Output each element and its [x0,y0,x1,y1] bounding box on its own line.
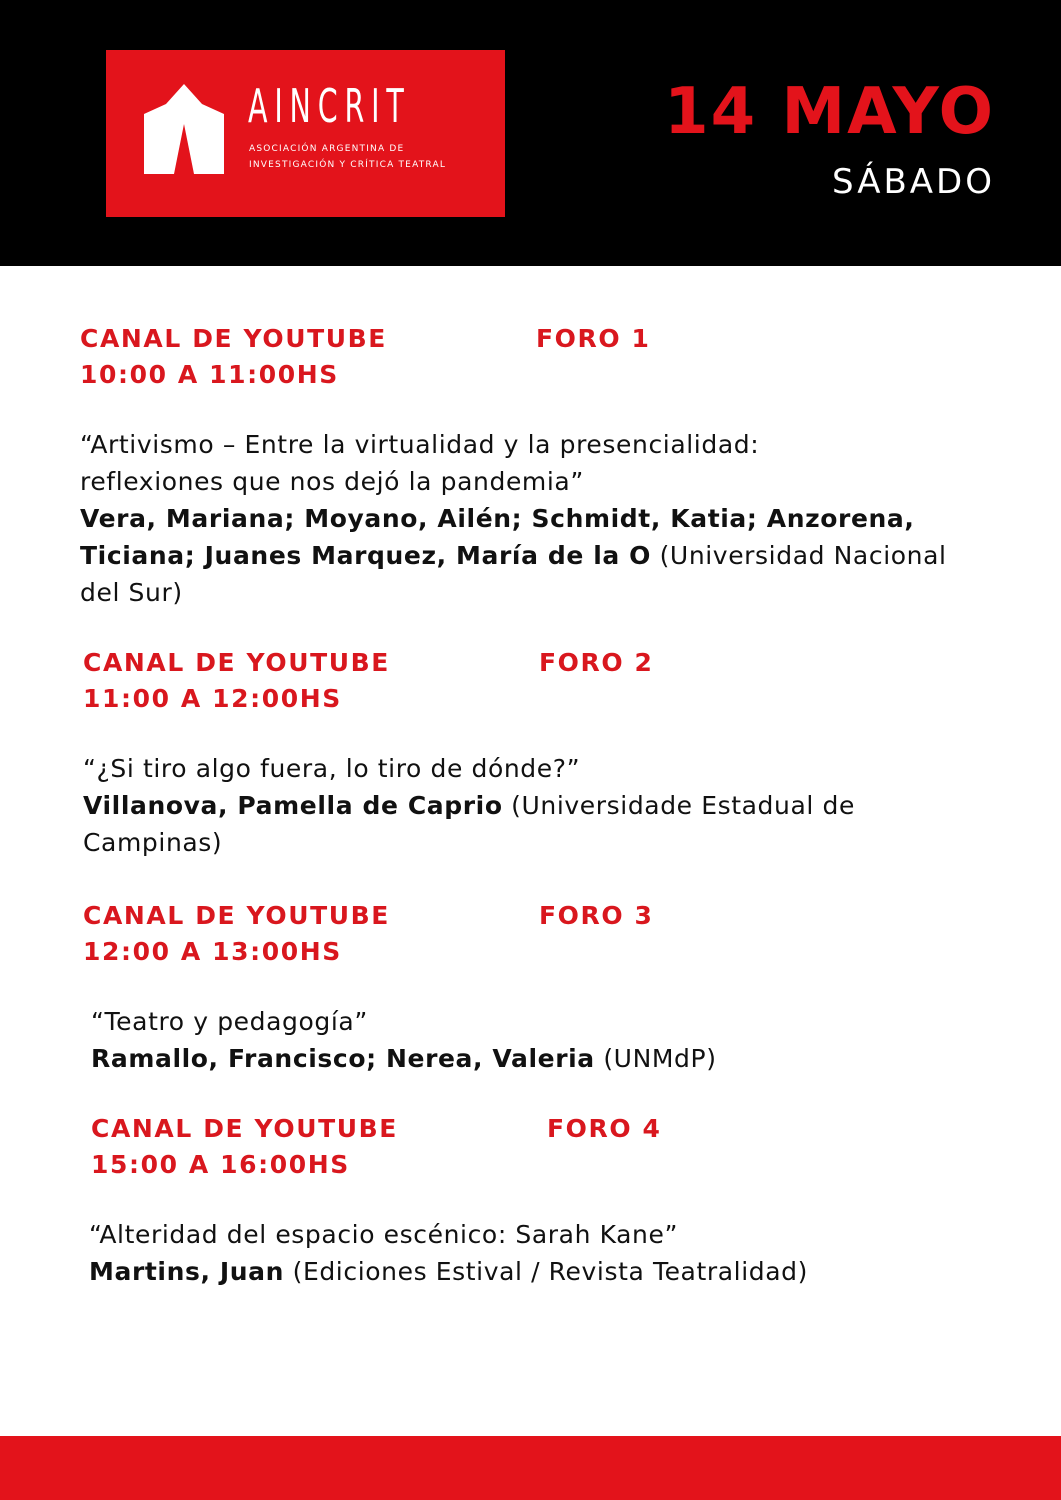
authors-affiliation: (UNMdP) [603,1044,717,1073]
logo-subtitle-line1: ASOCIACIÓN ARGENTINA DE [249,144,405,154]
session-foro-4 [91,1111,991,1290]
session-heading [91,1111,991,1147]
talk-authors [91,1040,983,1077]
session-heading [83,898,983,934]
event-weekday: SÁBADO [832,162,995,202]
event-date: 14 MAYO [664,75,995,149]
talk-title: “Alteridad del espacio escénico: Sarah Kane” [89,1220,679,1249]
authors-names: Ramallo, Francisco; Nerea, Valeria [91,1044,595,1073]
session-foro-1 [80,321,980,611]
session-time: 10:00 A 11:00HS [80,360,339,389]
forum-label: FORO 3 [539,901,654,930]
talk-authors [83,787,953,861]
session-time: 15:00 A 16:00HS [91,1150,350,1179]
session-time: 11:00 A 12:00HS [83,684,342,713]
authors-affiliation: (Universidade Estadual de Campinas) [83,791,855,857]
talk-title: “Teatro y pedagogía” [91,1007,368,1036]
session-heading [80,321,980,357]
session-foro-3 [83,898,983,1077]
footer-band [0,1436,1061,1500]
header-band [0,0,1061,266]
logo-subtitle-line2: INVESTIGACIÓN Y CRÍTICA TEATRAL [249,160,447,170]
session-heading [83,645,983,681]
session-time: 12:00 A 13:00HS [83,937,342,966]
authors-names: Vera, Mariana; Moyano, Ailén; Schmidt, Katia; Anzorena, Ticiana; Juanes Marquez, María de la O [80,504,915,570]
authors-names: Martins, Juan [89,1257,285,1286]
talk-title: “¿Si tiro algo fuera, lo tiro de dónde?” [83,754,581,783]
channel-label: CANAL DE YOUTUBE [80,324,387,353]
channel-label: CANAL DE YOUTUBE [83,648,390,677]
forum-label: FORO 4 [547,1114,662,1143]
authors-names: Villanova, Pamella de Caprio [83,791,503,820]
channel-label: CANAL DE YOUTUBE [91,1114,398,1143]
forum-label: FORO 1 [536,324,651,353]
talk-authors [89,1253,991,1290]
talk-authors [80,500,980,611]
logo-name: AINCRIT [248,79,411,133]
authors-affiliation: (Universidad Nacional del Sur) [80,541,947,607]
talk-title: “Artivismo – Entre la virtualidad y la presencialidad: reflexiones que nos dejó la pandemia” [80,430,760,496]
tent-icon [144,84,224,174]
aincrit-logo [106,50,505,217]
session-foro-2 [83,645,983,861]
authors-affiliation: (Ediciones Estival / Revista Teatralidad) [292,1257,808,1286]
forum-label: FORO 2 [539,648,654,677]
channel-label: CANAL DE YOUTUBE [83,901,390,930]
